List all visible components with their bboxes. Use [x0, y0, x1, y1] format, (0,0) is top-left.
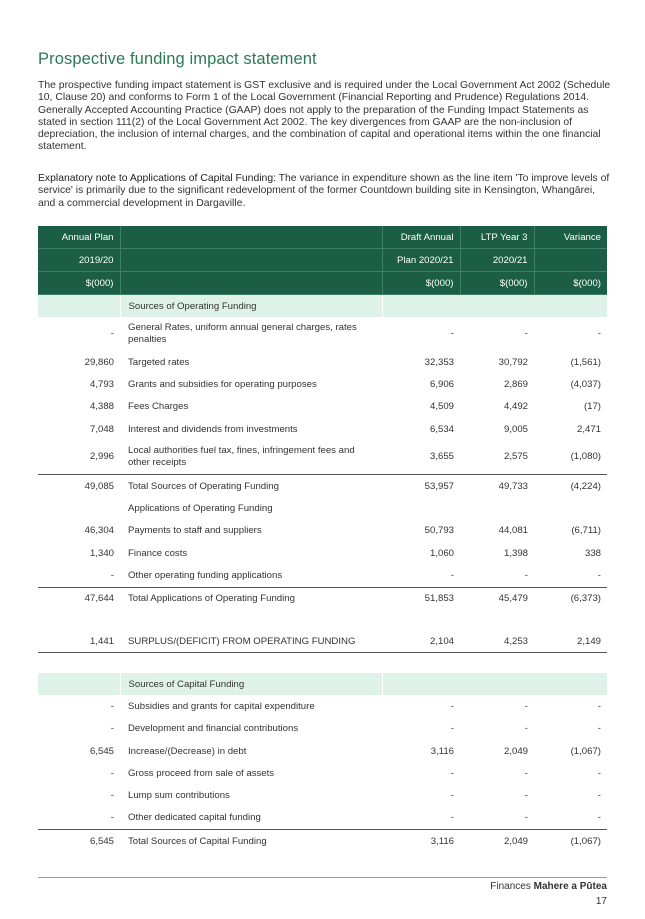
header-cell: 2019/20: [38, 249, 120, 272]
section-cell: [382, 295, 460, 318]
row-value: 45,479: [460, 587, 534, 610]
row-value: 50,793: [424, 525, 454, 537]
row-value: 6,906: [429, 378, 454, 390]
table-row: [38, 317, 607, 351]
table-body: [38, 295, 607, 853]
table-row: [38, 418, 607, 440]
row-label: Interest and dividends from investments: [128, 423, 298, 435]
row-value: 47,644: [38, 587, 120, 610]
row-label: Lump sum contributions: [128, 790, 230, 802]
header-cell: [534, 249, 607, 272]
row-value: (1,067): [570, 745, 601, 757]
note-lead: Explanatory note to Applications of Capital Funding:: [38, 173, 276, 184]
table-row: [38, 520, 607, 542]
row-value: (4,037): [570, 378, 601, 390]
row-value: 2,104: [382, 630, 460, 653]
row-label: Development and financial contributions: [128, 723, 299, 735]
header-cell: [120, 226, 382, 249]
page-number: 17: [595, 896, 607, 907]
row-value: 2,996: [89, 451, 114, 463]
total-row: [38, 830, 607, 853]
table-row: [38, 497, 607, 519]
footer-section-label: [490, 881, 607, 892]
row-value: 1,398: [503, 547, 528, 559]
row-value: -: [524, 700, 528, 712]
row-label: Payments to staff and suppliers: [128, 525, 262, 537]
section-cell: [38, 673, 120, 695]
total-row: [38, 630, 607, 653]
row-value: -: [450, 790, 454, 802]
row-label: Subsidies and grants for capital expenditure: [128, 700, 315, 712]
row-value: -: [524, 790, 528, 802]
row-value: (17): [583, 401, 601, 413]
header-cell: Annual Plan: [38, 226, 120, 249]
section-cell: [460, 673, 534, 695]
section-cell: [534, 673, 607, 695]
section-heading: Sources of Capital Funding: [120, 673, 382, 695]
row-value: [38, 497, 120, 519]
row-label: Targeted rates: [128, 356, 190, 368]
header-cell: [120, 249, 382, 272]
row-value: (1,561): [570, 356, 601, 368]
section-heading-row: [38, 673, 607, 695]
row-value: -: [450, 723, 454, 735]
total-row: [38, 587, 607, 610]
row-label: Finance costs: [128, 547, 188, 559]
row-value: 1,340: [89, 547, 114, 559]
spacer-row: [38, 653, 607, 674]
row-value: 9,005: [503, 423, 528, 435]
row-value: 44,081: [498, 525, 528, 537]
row-value: 29,860: [84, 356, 114, 368]
row-label: Other dedicated capital funding: [128, 812, 261, 824]
row-value: 3,116: [430, 745, 454, 757]
row-value: -: [110, 570, 114, 582]
row-value: 2,049: [503, 745, 528, 757]
header-cell: Draft Annual: [382, 226, 460, 249]
row-value: -: [524, 812, 528, 824]
footer-divider: [38, 877, 607, 878]
row-value: 3,655: [429, 451, 454, 463]
table-row: [38, 695, 607, 717]
note-text: The variance in expenditure shown as the line item 'To improve levels of service' is primarily due to the significant redevelopment of the former Countdown building site in Kensington, Whangārei, and a commercial development in Dargaville.: [38, 173, 610, 209]
row-value: (1,067): [534, 830, 607, 853]
table-row: [38, 373, 607, 395]
row-value: -: [450, 328, 454, 339]
row-label: Applications of Operating Funding: [128, 503, 273, 515]
row-value: [534, 497, 607, 519]
row-value: 338: [584, 547, 601, 559]
row-value: -: [597, 790, 601, 802]
row-value: 51,853: [382, 587, 460, 610]
row-value: -: [450, 767, 454, 779]
row-value: 49,085: [38, 475, 120, 498]
table-row: [38, 807, 607, 830]
row-label: General Rates, uniform annual general charges, rates penalties: [128, 322, 357, 345]
row-value: 30,792: [498, 356, 528, 368]
row-value: -: [597, 723, 601, 735]
row-value: 32,353: [424, 356, 454, 368]
row-value: 4,492: [503, 401, 528, 413]
row-value: 4,509: [429, 401, 454, 413]
funding-impact-table: [38, 226, 607, 852]
header-cell: Variance: [534, 226, 607, 249]
header-row: [38, 249, 607, 272]
row-value: -: [524, 767, 528, 779]
row-label: SURPLUS/(DEFICIT) FROM OPERATING FUNDING: [120, 630, 382, 653]
header-cell: $(000): [382, 272, 460, 295]
row-value: [382, 497, 460, 519]
row-value: -: [597, 767, 601, 779]
row-value: 2,049: [460, 830, 534, 853]
row-value: 2,869: [503, 378, 528, 390]
section-cell: [38, 295, 120, 318]
row-value: 6,545: [38, 830, 120, 853]
table-row: [38, 564, 607, 587]
row-value: 1,441: [38, 630, 120, 653]
header-cell: $(000): [38, 272, 120, 295]
table-row: [38, 440, 607, 475]
section-cell: [534, 295, 607, 318]
row-label: Total Sources of Capital Funding: [120, 830, 382, 853]
row-value: 46,304: [84, 525, 114, 537]
footer-bold-label: Mahere a Pūtea: [533, 881, 607, 892]
header-row: [38, 226, 607, 249]
footer-prefix: Finances: [490, 881, 534, 892]
row-value: -: [110, 723, 114, 735]
table-row: [38, 351, 607, 373]
row-value: 3,116: [382, 830, 460, 853]
row-label: Gross proceed from sale of assets: [128, 767, 275, 779]
header-cell: [120, 272, 382, 295]
header-cell: LTP Year 3: [460, 226, 534, 249]
table-row: [38, 542, 607, 564]
row-value: 6,545: [89, 745, 114, 757]
row-label: Local authorities fuel tax, fines, infringement fees and other receipts: [128, 445, 355, 469]
row-value: (1,080): [570, 451, 601, 463]
row-label: Increase/(Decrease) in debt: [128, 745, 247, 757]
row-value: 49,733: [460, 475, 534, 498]
table-row: [38, 740, 607, 762]
row-value: 6,534: [429, 423, 454, 435]
row-value: -: [597, 570, 601, 582]
row-value: 53,957: [382, 475, 460, 498]
spacer-cell: [38, 653, 607, 674]
row-value: -: [450, 812, 454, 824]
row-label: Fees Charges: [128, 401, 189, 413]
row-value: -: [524, 570, 528, 582]
row-value: 7,048: [89, 423, 114, 435]
row-value: -: [524, 328, 528, 339]
row-label: Total Applications of Operating Funding: [120, 587, 382, 610]
intro-paragraph: The prospective funding impact statement is GST exclusive and is required under the Local Government Act 2002 (Schedule 10, Clause 20) and conforms to Form 1 of the Local Government (Financial Reporting and Prudence) Regulations 2014. Generally Accepted Accounting Practice (GAAP) does not apply to the preparation of the Funding Impact Statements as stated in section 111(2) of the Local Government Act 2002. The key divergences from GAAP are the non-inclusion of depreciation, the inclusion of internal charges, and the combination of capital and operational items within the one financial statement.: [38, 80, 611, 153]
section-heading-row: [38, 295, 607, 318]
page-title: Prospective funding impact statement: [38, 50, 317, 68]
row-value: 1,060: [429, 547, 454, 559]
row-value: -: [110, 790, 114, 802]
row-value: -: [597, 328, 601, 339]
section-cell: [382, 673, 460, 695]
row-value: -: [524, 723, 528, 735]
row-value: (6,373): [534, 587, 607, 610]
table-row: [38, 762, 607, 784]
header-cell: $(000): [534, 272, 607, 295]
total-row: [38, 475, 607, 498]
row-value: 4,253: [460, 630, 534, 653]
row-value: -: [110, 700, 114, 712]
row-value: 2,149: [534, 630, 607, 653]
row-value: 4,793: [89, 378, 114, 390]
row-value: -: [110, 328, 114, 339]
spacer-row: [38, 610, 607, 630]
header-row: [38, 272, 607, 295]
row-value: -: [110, 812, 114, 824]
table-row: [38, 784, 607, 806]
row-value: -: [450, 700, 454, 712]
row-value: (6,711): [571, 525, 601, 537]
header-cell: $(000): [460, 272, 534, 295]
row-label: Total Sources of Operating Funding: [120, 475, 382, 498]
section-heading: Sources of Operating Funding: [120, 295, 382, 318]
row-value: [460, 497, 534, 519]
table-row: [38, 396, 607, 418]
explanatory-note: [38, 173, 613, 210]
row-value: (4,224): [534, 475, 607, 498]
header-cell: Plan 2020/21: [382, 249, 460, 272]
row-value: -: [450, 570, 454, 582]
table-header: [38, 226, 607, 295]
row-value: -: [110, 767, 114, 779]
row-label: Grants and subsidies for operating purposes: [128, 378, 317, 390]
row-value: -: [597, 812, 601, 824]
row-value: 4,388: [89, 401, 114, 413]
table-row: [38, 718, 607, 740]
header-cell: 2020/21: [460, 249, 534, 272]
spacer-cell: [38, 610, 607, 630]
row-value: 2,575: [503, 451, 528, 463]
section-cell: [460, 295, 534, 318]
row-value: 2,471: [576, 423, 601, 435]
row-label: Other operating funding applications: [128, 570, 283, 582]
row-value: -: [597, 700, 601, 712]
